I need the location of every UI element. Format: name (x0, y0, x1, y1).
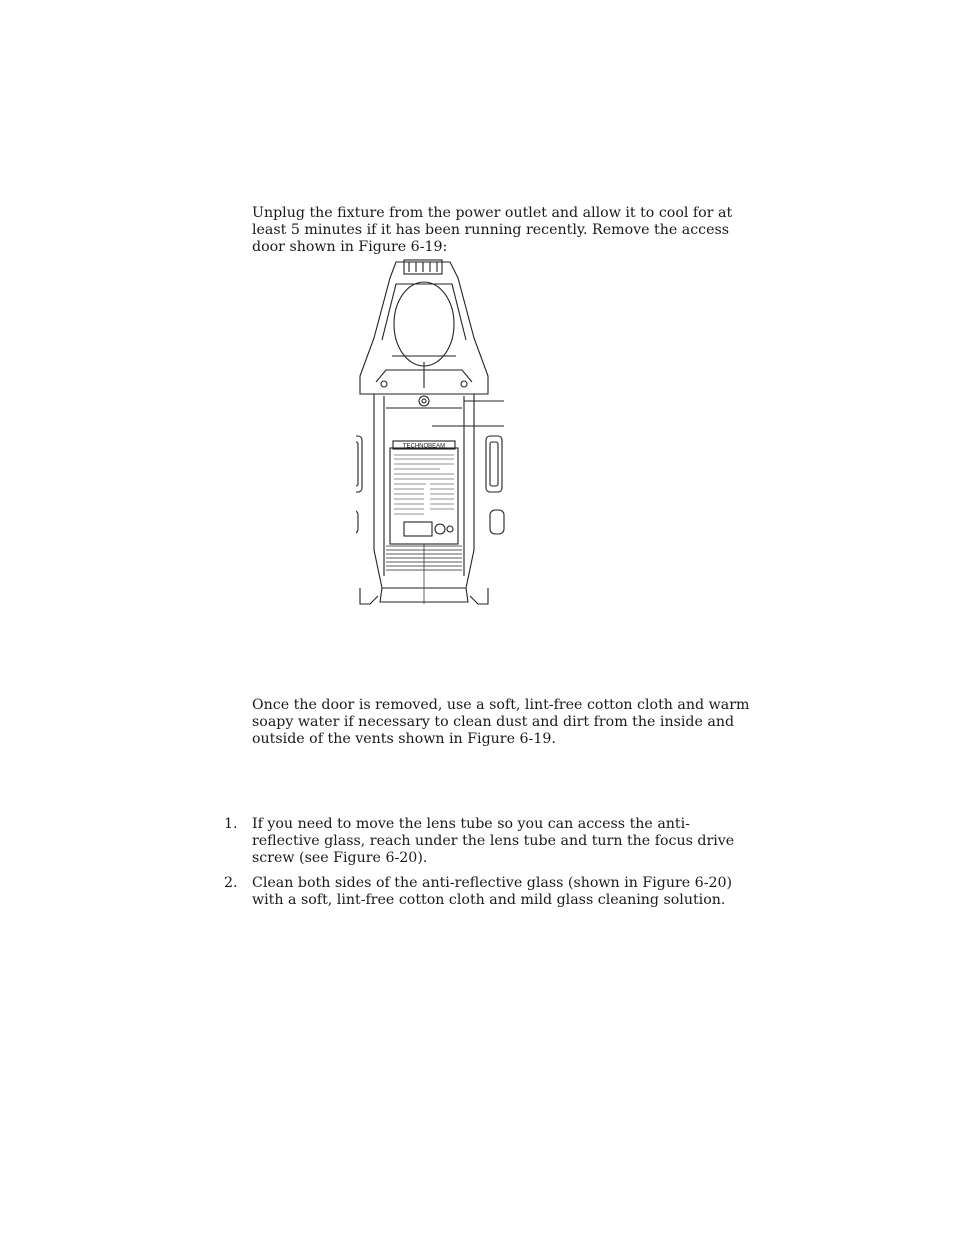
fixture-vents (386, 544, 462, 604)
door-screw-icon (419, 396, 429, 406)
step-text: Clean both sides of the anti-reflective glass (shown in Figure 6-20) with a soft, lint-free cotton cloth and mild glass cleaning solution. (252, 875, 733, 908)
display-window (404, 522, 432, 536)
door-removed-paragraph: Once the door is removed, use a soft, lint-free cotton cloth and warm soapy water if necessary to clean dust and dirt from the inside and outside of the vents shown in Figure 6-19. (252, 697, 750, 747)
right-handle (486, 436, 502, 492)
fixture-lens (394, 282, 454, 366)
left-handle (356, 436, 362, 492)
intro-paragraph: Unplug the fixture from the power outlet and allow it to cool for at least 5 minutes if it has been running recently. Remove the access door shown in Figure 6-19: (252, 205, 733, 255)
step-number: 2. (224, 875, 238, 891)
left-knob (356, 510, 358, 534)
step-number: 1. (224, 816, 238, 832)
label-plate (390, 448, 458, 544)
right-knob (490, 510, 504, 534)
label-plate-brand: TECHNOBEAM (402, 443, 446, 450)
fixture-figure (356, 258, 506, 610)
control-button (435, 524, 445, 534)
step-text: If you need to move the lens tube so you can access the anti-reflective glass, reach under the lens tube and turn the focus drive screw (see Figure 6-20). (252, 816, 735, 866)
